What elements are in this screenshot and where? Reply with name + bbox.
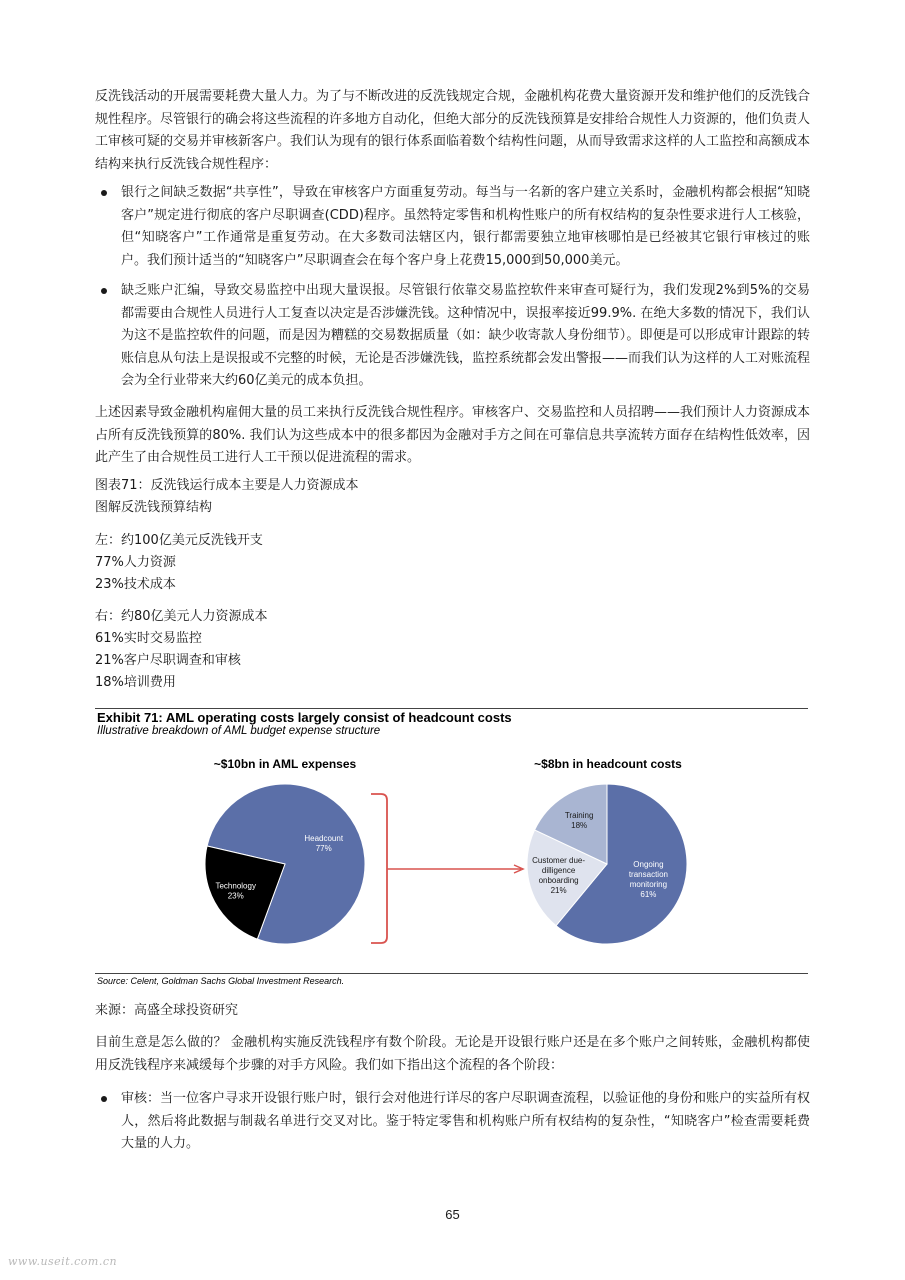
right-pie [527,784,687,944]
exhibit-bottom-rule [95,973,808,974]
list-item [95,280,810,393]
bullet-dot-icon [101,288,107,294]
page-number: 65 [445,1207,460,1222]
pie-slice-label: Training [564,811,594,821]
pie-slice-label: monitoring [629,879,668,889]
intro-paragraph: 反洗钱活动的开展需要耗费大量人力。为了与不断改进的反洗钱规定合规，金融机构花费大量资源开发和维护他们的反洗钱合规性程序。尽管银行的确会将这些流程的许多地方自动化，但绝大部分的反洗钱预算是安排给合规性人力资源的，他们负责人工审核可疑的交易并审核新客户。我们认为现有的银行体系面临着数个结构性问题，从而导致需求这样的人工监控和高额成本结构来执行反洗钱合规性程序： [95,89,811,172]
list-item-text: 缺乏账户汇编，导致交易监控中出现大量误报。尽管银行依靠交易监控软件来审查可疑行为，我们发现2%到5%的交易都需要由合规性人员进行人工复查以决定是否涉嫌洗钱。这种情况中，误报率接近99.9%. 在绝大多数的情况下，我们认为这不是监控软件的问题，而是因为糟糕的交易数据质量（如：缺少收寄款人身份细节）。即便是可以形成审计跟踪的转账信息从句法上是误报或不完整的时候，无论是否涉嫌洗钱，监控系统都会发出警报——而我们认为这样的人工对账流程会为全行业带来大约60亿美元的成本负担。 [121,283,811,388]
process-intro-paragraph: 目前生意是怎么做的？ 金融机构实施反洗钱程序有数个阶段。无论是开设银行账户还是在多个账户之间转账，金融机构都使用反洗钱程序来减缓每个步骤的对手方风险。我们如下指出这个流程的各个阶段： [95,1035,810,1073]
exhibit-figure [95,707,810,992]
left-chart-header: 左：约100亿美元反洗钱开支 [95,533,263,548]
bullet-list-1 [95,182,810,393]
exhibit-title: Exhibit 71: AML operating costs largely consist of headcount costs [97,710,512,725]
right-chart-line: 21%客户尽职调查和审核 [95,653,241,668]
pie-slice-label: Technology [215,881,256,891]
watermark: www.useit.com.cn [8,1255,118,1268]
after-bullets-paragraph: 上述因素导致金融机构雇佣大量的员工来执行反洗钱合规性程序。审核客户、交易监控和人员招聘——我们预计人力资源成本占所有反洗钱预算的80%. 我们认为这些成本中的很多都因为金融对手方之间在可靠信息共享流转方面存在结构性低效率，因此产生了由合规性员工进行人工干预以促进流程的需求。 [95,405,811,465]
figure-caption: 图表71：反洗钱运行成本主要是人力资源成本 [95,478,359,493]
bullet-list-2 [95,1088,810,1156]
pie-slice-value: 21% [550,885,567,895]
exhibit-subtitle: Illustrative breakdown of AML budget expense structure [97,725,381,737]
left-pie [205,784,365,944]
pie-slice-label: Ongoing [633,859,664,869]
pie-slice-value: 18% [571,821,588,831]
source-note: 来源：高盛全球投资研究 [95,1003,239,1018]
pie-slice-value: 23% [227,891,244,901]
left-chart-line: 23%技术成本 [95,577,176,592]
bullet-dot-icon [101,1096,107,1102]
right-chart-line: 61%实时交易监控 [95,631,202,646]
right-chart-line: 18%培训费用 [95,675,176,690]
list-item-text: 银行之间缺乏数据“共享性”，导致在审核客户方面重复劳动。每当与一名新的客户建立关系时，金融机构都会根据“知晓客户”规定进行彻底的客户尽职调查(CDD)程序。虽然特定零售和机构性账户的所有权结构的复杂性要求进行人工核验，但“知晓客户”工作通常是重复劳动。在大多数司法辖区内，银行都需要独立地审核哪怕是已经被其它银行审核过的账户。我们预计适当的“知晓客户”尽职调查会在每个客户身上花费15,000到50,000美元。 [121,185,810,268]
pie-slice-label: transaction [628,869,668,879]
right-chart-header: 右：约80亿美元人力资源成本 [95,609,268,624]
pie-slice-label: dilligence [541,865,576,875]
pie-slice-label: Headcount [304,834,344,844]
exhibit-source: Source: Celent, Goldman Sachs Global Investment Research. [97,976,345,986]
pie-slice-label: onboarding [538,875,579,885]
pie-slice-value: 77% [315,844,332,854]
left-chart-line: 77%人力资源 [95,555,176,570]
right-pie-title: ~$8bn in headcount costs [534,757,682,771]
list-item-text: 审核：当一位客户寻求开设银行账户时，银行会对他进行详尽的客户尽职调查流程，以验证他的身份和账户的实益所有权人，然后将此数据与制裁名单进行交叉对比。鉴于特定零售和机构账户所有权结构的复杂性，“知晓客户”检查需要耗费大量的人力。 [121,1091,811,1151]
pie-slice-label: Customer due- [532,855,586,865]
bracket-icon [371,794,387,943]
figure-subcaption: 图解反洗钱预算结构 [95,500,213,515]
list-item [95,1088,810,1156]
left-pie-title: ~$10bn in AML expenses [213,757,357,771]
list-item [95,182,810,272]
bullet-dot-icon [101,190,107,196]
pie-charts [95,707,810,973]
pie-slice-value: 61% [640,889,657,899]
